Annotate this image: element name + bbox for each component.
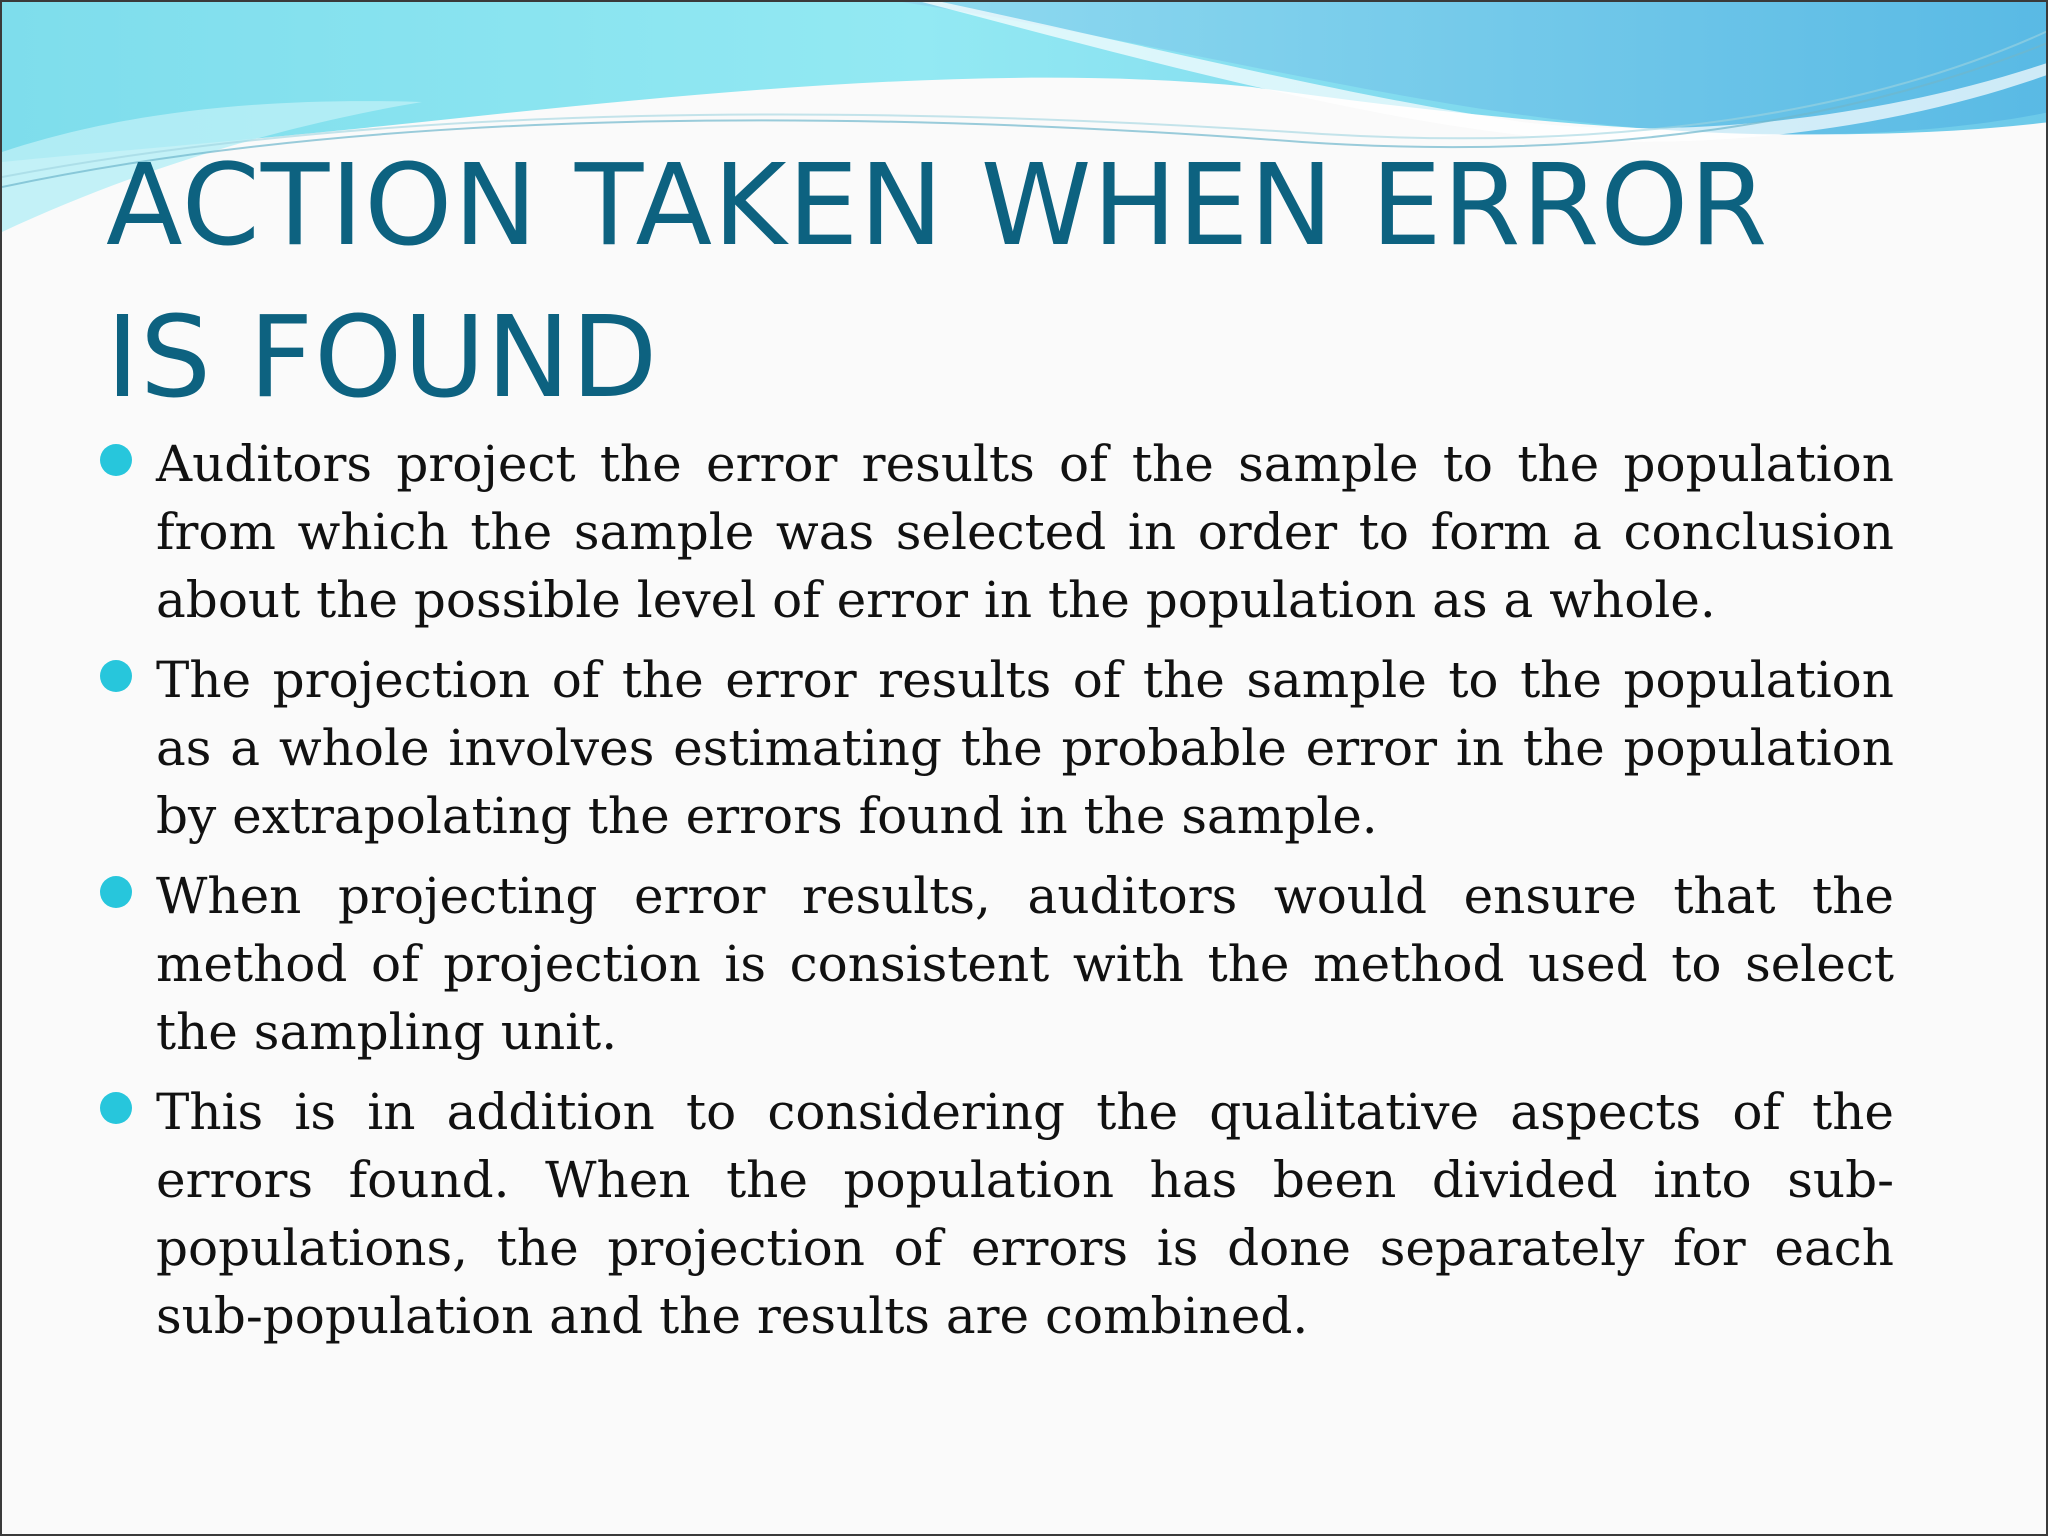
bullet-list [98,430,1894,1362]
bullet-text: The projection of the error results of the sample to the population as a whole involves estimating the probable error in the population by extrapolating the errors found in the sample. [156,651,1894,845]
bullet-text: When projecting error results, auditors would ensure that the method of projection is consistent with the method used to select the sampling unit. [156,867,1894,1061]
bullet-item [98,862,1894,1066]
bullet-text: Auditors project the error results of the sample to the population from which the sample was selected in order to form a conclusion about the possible level of error in the population as a whole. [156,435,1894,629]
bullet-text: This is in addition to considering the qualitative aspects of the errors found. When the population has been divided into sub-populations, the projection of errors is done separately for each sub-population and the results are combined. [156,1083,1894,1345]
bullet-dot-icon [100,444,132,476]
bullet-dot-icon [100,876,132,908]
bullet-item [98,430,1894,634]
bullet-item [98,1078,1894,1350]
bullet-dot-icon [100,660,132,692]
bullet-item [98,646,1894,850]
bullet-dot-icon [100,1092,132,1124]
slide-title: ACTION TAKEN WHEN ERROR IS FOUND [106,141,1769,423]
